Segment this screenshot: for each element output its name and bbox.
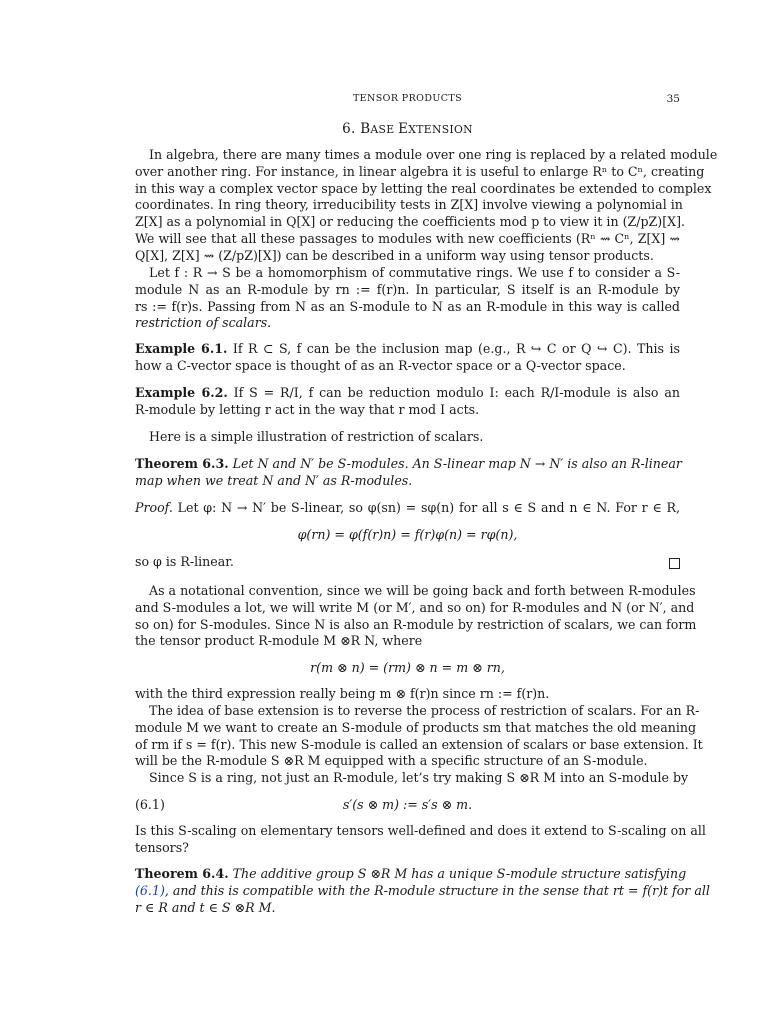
page-number: 35 — [666, 93, 680, 105]
text-line: so φ is R-linear. — [135, 554, 234, 569]
text-line: with the third expression really being m ⊗ f(r)n since rn := f(r)n. — [135, 686, 550, 701]
paragraph-base-extension-idea — [135, 703, 703, 770]
example-6-2 — [135, 385, 680, 419]
text-line: how a C-vector space is thought of as an R-vector space or a Q-vector space. — [135, 357, 626, 373]
text-line: Let f : R → S be a homomorphism of commutative rings. We use f to consider a S- — [149, 265, 680, 280]
proof-6-3 — [135, 500, 680, 517]
theorem-text: map when we treat N and N′ as R-modules. — [135, 472, 413, 488]
section-heading — [135, 121, 680, 137]
text-line: rs := f(r)s. Passing from N as an S-module to N as an R-module in this way is called — [135, 298, 680, 314]
equation-ref-link[interactable]: (6.1) — [135, 882, 165, 898]
text-line: Z[X] as a polynomial in Q[X] or reducing the coefficients mod p to view it in (Z/pZ)[X]. — [135, 214, 685, 230]
text-line: Is this S-scaling on elementary tensors well-defined and does it extend to S-scaling on all — [135, 823, 706, 838]
section-number: 6. — [342, 121, 356, 137]
theorem-text: r ∈ R and t ∈ S ⊗R M. — [135, 899, 276, 915]
theorem-text — [135, 882, 710, 900]
term-restriction-of-scalars: restriction of scalars. — [135, 315, 272, 331]
theorem-6-3 — [135, 456, 680, 490]
paragraph-third-expression — [135, 686, 680, 703]
example-6-1 — [135, 341, 680, 375]
text-line: over another ring. For instance, in linear algebra it is useful to enlarge Rⁿ to Cⁿ, creating — [135, 163, 705, 179]
text-line: The idea of base extension is to reverse the process of restriction of scalars. For an R- — [149, 703, 700, 718]
text-line: coordinates. In ring theory, irreducibility tests in Z[X] involve viewing a polynomial in — [135, 197, 683, 213]
paragraph-restriction — [135, 265, 680, 332]
text-line: module M we want to create an S-module of products sm that matches the old meaning — [135, 719, 697, 735]
text-line: and S-modules a lot, we will write M (or M′, and so on) for R-modules and N (or N′, and — [135, 599, 695, 615]
paragraph-illustration — [135, 429, 680, 446]
theorem-text-rest: , and this is compatible with the R-module structure in the sense that rt = f(r)t for all — [164, 882, 710, 898]
text-line: Since S is a ring, not just an R-module, let’s try making S ⊗R M into an S-module by — [149, 770, 689, 785]
text-line: of rm if s = f(r). This new S-module is called an extension of scalars or base extension. It — [135, 736, 703, 752]
text-line: As a notational convention, since we will be going back and forth between R-modules — [149, 583, 696, 598]
equation-tensor-action: r(m ⊗ n) = (rm) ⊗ n = m ⊗ rn, — [310, 660, 505, 675]
text-line: If S = R/I, f can be reduction modulo I: each R/I-module is also an — [233, 385, 680, 400]
section-title-rest-2: XTENSION — [408, 123, 473, 136]
text-line: tensors? — [135, 839, 189, 855]
text-line: Q[X], Z[X] ⇝ (Z/pZ)[X]) can be described in a uniform way using tensor products. — [135, 247, 654, 263]
text-line: R-module by letting r act in the way that r mod I acts. — [135, 401, 480, 417]
paragraph-convention — [135, 583, 697, 650]
section-title-rest-1: ASE — [370, 123, 399, 136]
section-title-b: B — [360, 121, 371, 137]
proof-conclusion — [135, 554, 680, 571]
text-line: We will see that all these passages to modules with new coefficients (Rⁿ ⇝ Cⁿ, Z[X] ⇝ — [135, 230, 680, 246]
text-line: Here is a simple illustration of restriction of scalars. — [149, 429, 484, 444]
example-label: Example 6.1. — [135, 341, 228, 356]
text-line: in this way a complex vector space by letting the real coordinates be extended to complex — [135, 180, 712, 196]
qed-symbol — [669, 558, 680, 569]
equation-6-1: s′(s ⊗ m) := s′s ⊗ m. — [342, 797, 473, 812]
paragraph-question — [135, 823, 706, 857]
section-title-e: E — [398, 121, 409, 137]
theorem-6-4 — [135, 866, 710, 916]
theorem-label: Theorem 6.3. — [135, 456, 229, 471]
theorem-label: Theorem 6.4. — [135, 866, 229, 881]
text-line: will be the R-module S ⊗R M equipped with a specific structure of an S-module. — [135, 753, 648, 769]
text-line: Let φ: N → N′ be S-linear, so φ(sn) = sφ(n) for all s ∈ S and n ∈ N. For r ∈ R, — [177, 500, 681, 515]
theorem-text: Let N and N′ be S-modules. An S-linear map N → N′ is also an R-linear — [232, 456, 682, 471]
paragraph-intro — [135, 147, 718, 265]
paragraph-s-ring — [135, 770, 689, 787]
text-line: module N as an R-module by rn := f(r)n. In particular, S itself is an R-module by — [135, 281, 680, 297]
text-line: If R ⊂ S, f can be the inclusion map (e.g., R ↪ C or Q ↪ C). This is — [232, 341, 680, 356]
equation-number: (6.1) — [135, 797, 165, 812]
proof-label: Proof. — [135, 500, 173, 515]
equation-proof: φ(rn) = φ(f(r)n) = f(r)φ(n) = rφ(n), — [297, 527, 518, 542]
example-label: Example 6.2. — [135, 385, 228, 400]
text-line: the tensor product R-module M ⊗R N, where — [135, 633, 423, 649]
theorem-text: The additive group S ⊗R M has a unique S-module structure satisfying — [232, 866, 687, 881]
text-line: In algebra, there are many times a module over one ring is replaced by a related module — [149, 147, 718, 162]
running-title: TENSOR PRODUCTS — [352, 93, 463, 104]
running-header — [135, 93, 680, 107]
text-line: so on) for S-modules. Since N is also an R-module by restriction of scalars, we can form — [135, 616, 697, 632]
